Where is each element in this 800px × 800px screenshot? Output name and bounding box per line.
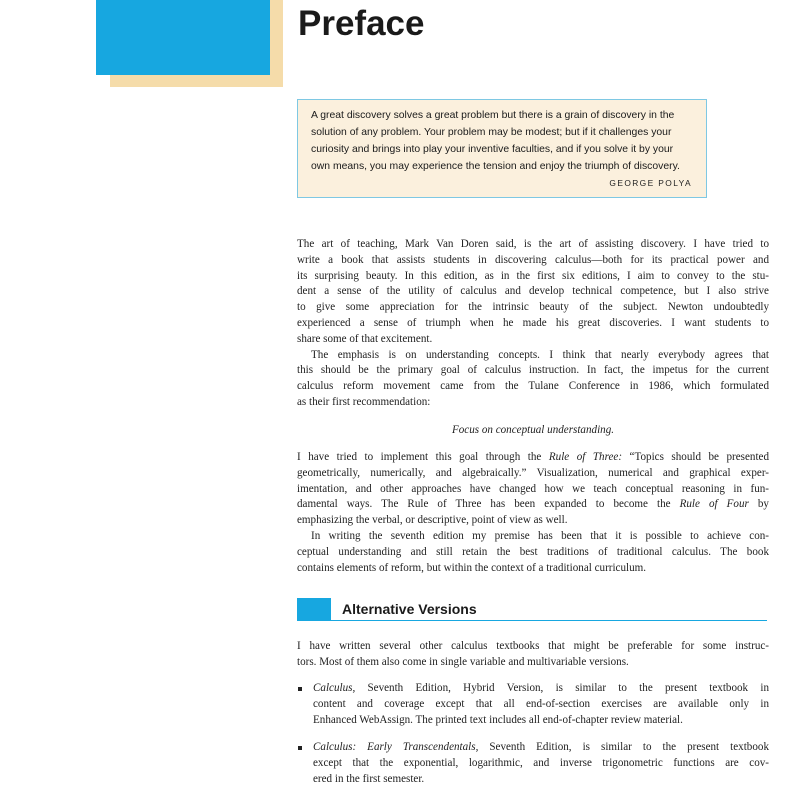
text-line: The emphasis is on understanding concepts. I think that nearly everybody agrees that (311, 348, 769, 361)
text-line: content and coverage except that all end-of-section exercises are available only in (313, 697, 769, 710)
text-run: by (748, 498, 769, 511)
emphasis-rule-of-four: Rule of Four (679, 498, 749, 511)
text-line: geometrically, numerically, and algebraically.” Visualization, numerical and graphical exper- (297, 466, 769, 479)
text-line: except that the exponential, logarithmic, and inverse trigonometric functions are cov- (313, 757, 769, 770)
text-line (313, 681, 769, 697)
text-run: Seventh Edition, Hybrid Version, is similar to the present textbook in (355, 682, 769, 694)
paragraph-rule-of-three (297, 450, 769, 529)
text-line (297, 450, 769, 466)
text-line: its surprising beauty. In this edition, as in the first six editions, I aim to convey to the stu- (297, 269, 769, 282)
bullet-square (298, 746, 302, 750)
text-line: contains elements of reform, but within the context of a traditional curriculum. (297, 561, 647, 574)
text-line (313, 740, 769, 756)
text-line: experienced a sense of triumph when he made his great discoveries. I want students to (297, 316, 769, 329)
text-line: to give some appreciation for the intrinsic beauty of the subject. Newton undoubtedly (297, 301, 769, 314)
emphasis-rule-of-three: Rule of Three: (548, 451, 623, 463)
epigraph-box (297, 99, 707, 198)
text-line: tors. Most of them also come in single variable and multivariable versions. (297, 655, 629, 668)
book-title: Calculus, (313, 682, 356, 694)
list-item-early-transcendentals (297, 740, 769, 787)
text-line: imentation, and other approaches have changed how we teach conceptual reasoning in fun- (297, 482, 769, 495)
text-line: write a book that assists students in discovering calculus—both for its practical power and (297, 253, 769, 266)
section-heading-text: Alternative Versions (342, 601, 477, 617)
epigraph-line: own means, you may experience the tension and enjoy the triumph of discovery. (311, 161, 680, 173)
paragraph-art-of-teaching (297, 237, 769, 348)
text-line (297, 497, 769, 513)
text-line: this should be the primary goal of calculus instruction. In fact, the impetus for the current (297, 364, 769, 377)
page-title: Preface (298, 4, 425, 43)
intro-paragraphs (297, 237, 769, 411)
text-run: Seventh Edition, is similar to the present textbook (478, 741, 769, 754)
text-line: In writing the seventh edition my premise has been that it is possible to achieve con- (311, 529, 769, 542)
epigraph-line: curiosity and brings into play your inventive faculties, and if you solve it by your (311, 144, 674, 156)
alternative-versions-intro (297, 639, 769, 671)
epigraph-line: solution of any problem. Your problem may be modest; but if it challenges your (311, 127, 672, 139)
epigraph-attribution: GEORGE POLYA (609, 178, 692, 189)
text-line: Enhanced WebAssign. The printed text includes all end-of-chapter review material. (313, 713, 683, 726)
section-heading-alternative-versions (297, 597, 767, 621)
paragraph-seventh-edition (297, 529, 769, 576)
text-line: calculus reform movement came from the Tulane Conference in 1986, which formulated (297, 380, 769, 393)
bullet-square (298, 687, 302, 691)
text-line: ered in the first semester. (313, 772, 425, 785)
epigraph-line: A great discovery solves a great problem but there is a grain of discovery in the (311, 110, 675, 121)
section-marker-square (297, 598, 331, 620)
text-line: share some of that excitement. (297, 332, 433, 345)
alternative-versions-list (297, 681, 769, 788)
focus-statement: Focus on conceptual understanding. (451, 424, 615, 436)
text-line: dent a sense of the utility of calculus and develop technical competence, but I also strive (297, 285, 769, 298)
list-item-hybrid-version (297, 681, 769, 728)
decorative-blue-block (96, 0, 270, 75)
rule-of-three-paragraphs (297, 450, 769, 576)
text-run: damental ways. The Rule of Three has been expanded to become the (297, 498, 680, 511)
text-run: I have tried to implement this goal through the (297, 451, 549, 463)
text-run: “Topics should be presented (622, 451, 769, 463)
text-line: as their first recommendation: (297, 395, 431, 408)
text-line: I have written several other calculus textbooks that might be preferable for some instruc- (297, 640, 769, 652)
paragraph-other-textbooks (297, 639, 769, 671)
section-heading-rule (297, 620, 767, 621)
paragraph-emphasis (297, 348, 769, 411)
text-line: The art of teaching, Mark Van Doren said, is the art of assisting discovery. I have tried to (297, 238, 769, 250)
text-line: emphasizing the verbal, or descriptive, point of view as well. (297, 514, 568, 527)
text-line: ceptual understanding and still retain the best traditions of traditional calculus. The book (297, 545, 769, 558)
book-title: Calculus: Early Transcendentals, (313, 741, 479, 754)
